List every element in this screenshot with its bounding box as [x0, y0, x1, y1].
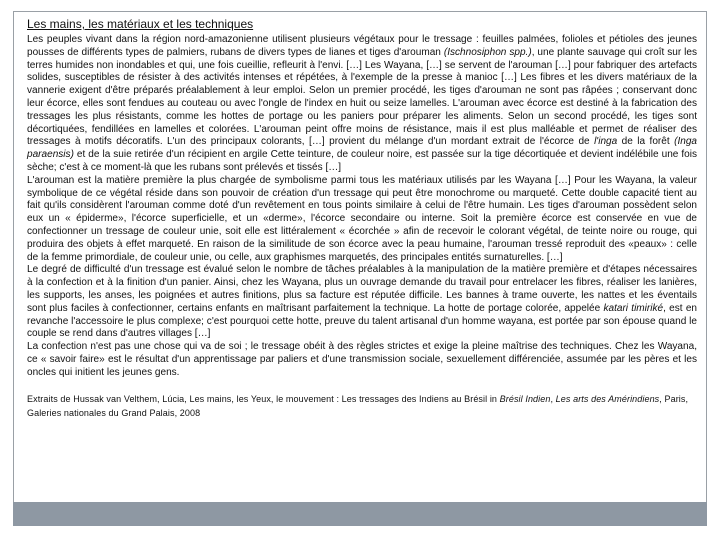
text-run: Les peuples vivant dans la région nord-amazonienne utilisent plusieurs végétaux pour le tressage : feuilles palmées, folioles et pétioles des jeunes pousses de différents types de palmiers, rubans de divers types de lianes et tiges d'arouman: [27, 34, 697, 58]
text-run: ,: [550, 393, 556, 404]
citation: [27, 392, 697, 420]
text-run: Extraits de Hussak van Velthem, Lúcia, Les mains, les Yeux, le mouvement : Les tressages des Indiens au Brésil in: [27, 393, 500, 404]
text-run: , une plante sauvage qui croît sur les terres humides non inondables et qui, une fois cueillie, refleurit à l'envi. […] Les Wayana, […] se servent de l'arouman […] pour fabriquer des artefacts solides, susceptibles de résister à des activités intenses et répétées, à l'exemple de la presse à manioc […] Les fibres et les divers matériaux de la vannerie exigent d'être préparés préalablement à leur emploi. Selon un premier procédé, les tiges d'arouman ne sont pas râpées ; conservant donc leur écorce, elles sont fendues au couteau ou avec l'ongle de l'index en huit ou seize lamelles. L'arouman avec écorce est destiné à la fabrication des tressages les plus résistants, comme les hottes de portage ou les paniers pour préparer les aliments. Selon un second procédé, les tiges sont décortiquées, fendillées en lamelles et colorées. L'arouman peint offre moins de résistance, mais il est plus malléable et permet de réaliser des tressages à motifs décoratifs. L'un des principaux colorants, […] provient du mélange d'un mordant extrait de l'écorce de: [27, 46, 697, 148]
footer-bar: [13, 502, 707, 526]
text-run: , Paris, Galeries nationales du Grand Palais, 2008: [27, 393, 689, 418]
italic-text: (Inga paraensis): [27, 136, 697, 161]
italic-text: Brésil Indien: [499, 393, 551, 404]
paragraph: [27, 264, 697, 341]
italic-text: (Ischnosiphon spp.): [443, 46, 532, 58]
italic-text: Les arts des Amérindiens: [555, 393, 660, 404]
text-run: L'arouman est la matière première la plus chargée de symbolisme parmi tous les matériaux utilisés par les Wayana […] Pour les Wayana, la valeur symbolique de ce végétal réside dans son pouvoir de création d'un tressage qui peut être monochrome ou marqueté. Cette double capacité tient au fait qu'ils considèrent l'arouman comme doté d'un revêtement en tous points similaire à celui de l'être humain. Les tiges d'arouman possèdent selon eux un « épiderme», l'écorce superficielle, et un «derme», l'écorce secondaire ou interne. Soit la première écorce est conservée en vue de confectionner un tressage de couleur unie, soit elle est littéralement « écorchée » afin de recevoir le colorant végétal, de teinte noire ou rouge, qui produira des objets à effet marqueté. En raison de la similitude de son écorce avec la peau humaine, l'arouman tressé reproduit des «peaux» : celle de la femme primordiale, de couleur unie, ou celle, aux graphismes marquetés, des principales entités surnaturelles. […]: [27, 174, 697, 263]
italic-text: l'inga: [594, 136, 618, 148]
paragraph: [27, 341, 697, 379]
text-run: de la forêt: [617, 136, 675, 148]
italic-text: katari timiriké: [603, 302, 664, 314]
text-run: et de la suie retirée d'un récipient en argile Cette teinture, de couleur noire, est passée sur la tige décortiquée et devient indélébile une fois sèche; c'est à ce moment-là que les rubans sont prélevés et tissés […]: [27, 149, 697, 173]
text-body: [27, 34, 697, 380]
paragraph: [27, 34, 697, 175]
text-run: Le degré de difficulté d'un tressage est évalué selon le nombre de tâches préalables à la manipulation de la matière première et d'étapes nécessaires à la confection et à la finition d'un panier. Ainsi, chez les Wayana, plus un ouvrage demande du travail pour entrelacer les fibres, réaliser les lanières, les supports, les anses, les poignées et autres finitions, plus sa facture est réputée difficile. Les bannes à trame ouverte, les nattes et les éventails sont plus faciles à confectionner, certains enfants en maîtrisant parfaitement la technique. La hotte de portage colorée, appelée: [27, 264, 697, 314]
page-title: Les mains, les matériaux et les techniques: [27, 17, 254, 31]
text-run: La confection n'est pas une chose qui va de soi ; le tressage obéit à des règles strictes et exige la pleine maîtrise des techniques. Chez les Wayana, ce « savoir faire» est le résultat d'un apprentissage par paliers et d'une transmission sociale, sexuellement différenciée, assumée par les pères et les oncles qui initient les jeunes gens.: [27, 341, 697, 378]
paragraph: [27, 175, 697, 265]
text-run: , est en revanche l'accessoire le plus complexe; c'est pourquoi cette hotte, preuve du talent artisanal d'un homme wayana, est portée par son épouse quand le couple se rend dans d'autres villages […]: [27, 302, 697, 340]
document-body: [27, 17, 697, 420]
